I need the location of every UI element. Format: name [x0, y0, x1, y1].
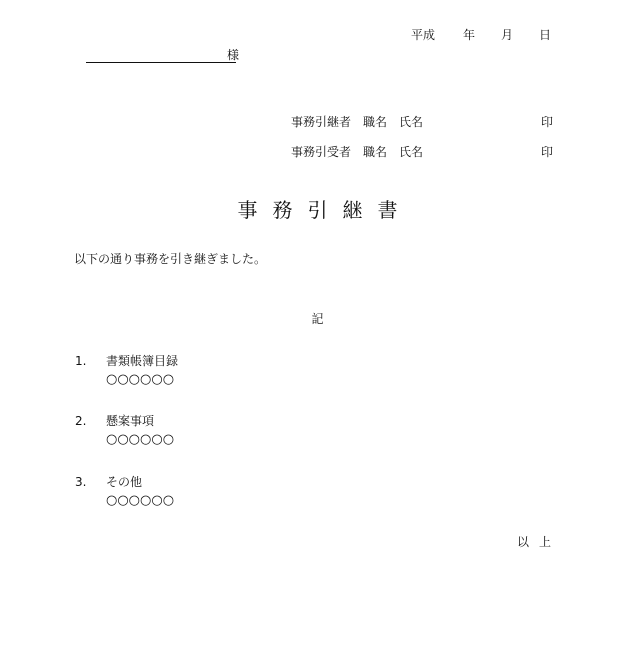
addressee-suffix: 様 — [227, 48, 240, 62]
item-value: ○○○○○○ — [106, 372, 175, 387]
receiver-seal-mark: 印 — [540, 145, 553, 159]
receiver-name-label: 氏名 — [399, 145, 424, 159]
date-month: 月 — [500, 28, 513, 42]
item-label: その他 — [106, 475, 143, 489]
closing-mark — [517, 535, 551, 549]
item-label: 懸案事項 — [106, 414, 155, 428]
handover-seal-mark: 印 — [540, 115, 553, 129]
date-day: 日 — [538, 28, 551, 42]
date-year: 年 — [462, 28, 475, 42]
closing-first: 以 — [516, 535, 529, 549]
item-value: ○○○○○○ — [106, 493, 175, 508]
document-title: 事務引継書 — [237, 198, 413, 222]
item-value: ○○○○○○ — [106, 432, 175, 447]
item-number: 1. — [75, 354, 87, 368]
item-number: 2. — [75, 414, 87, 428]
date-era: 平成 — [410, 28, 435, 42]
item-label: 書類帳簿目録 — [106, 354, 179, 368]
addressee-underline — [86, 62, 236, 63]
handover-title-label: 職名 — [363, 115, 388, 129]
receiver-role: 事務引受者 — [291, 145, 352, 159]
date-line — [411, 28, 551, 42]
item-number: 3. — [75, 475, 87, 489]
closing-second: 上 — [538, 535, 551, 549]
receiver-title-label: 職名 — [363, 145, 388, 159]
handover-name-label: 氏名 — [399, 115, 424, 129]
handover-role: 事務引継者 — [291, 115, 352, 129]
receiver-person-row — [291, 145, 553, 159]
ki-heading: 記 — [311, 312, 324, 326]
intro-text: 以下の通り事務を引き継ぎました。 — [74, 252, 267, 266]
handover-person-row — [291, 115, 553, 129]
